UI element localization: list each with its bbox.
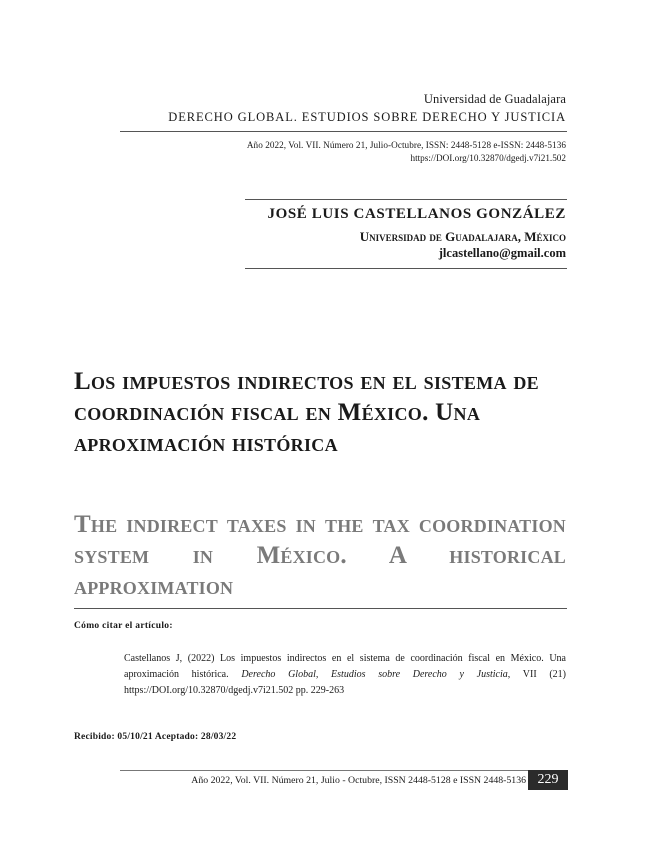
issue-info: Año 2022, Vol. VII. Número 21, Julio-Octubre, ISSN: 2448-5128 e-ISSN: 2448-5136 xyxy=(246,140,566,150)
author-email[interactable]: jlcastellano@gmail.com xyxy=(438,246,566,260)
citation-journal: Derecho Global, Estudios sobre Derecho y Justicia xyxy=(241,669,508,680)
header-rule xyxy=(120,131,567,132)
page-number: 229 xyxy=(528,770,568,790)
title-english: The indirect taxes in the tax coordination system in México. A historical approximation xyxy=(74,511,566,600)
citation-rule xyxy=(74,608,567,609)
citation-part-1: Castellanos J, (2022) Los impuestos indirectos en el sistema de coordinación fiscal en México. Una aproximación histórica. xyxy=(124,653,566,680)
doi-line[interactable]: https://DOI.org/10.32870/dgedj.v7i21.502 xyxy=(410,153,566,163)
journal-title: DERECHO GLOBAL. ESTUDIOS SOBRE DERECHO Y JUSTICIA xyxy=(168,110,566,124)
university-name: Universidad de Guadalajara xyxy=(423,92,566,106)
footer-info: Año 2022, Vol. VII. Número 21, Julio - Octubre, ISSN 2448-5128 e ISSN 2448-5136 xyxy=(191,775,526,786)
author-name: JOSÉ LUIS CASTELLANOS GONZÁLEZ xyxy=(267,206,566,222)
author-affiliation: Universidad de Guadalajara, México xyxy=(359,229,566,244)
received-accepted-dates: Recibido: 05/10/21 Aceptado: 28/03/22 xyxy=(74,732,237,742)
title-spanish: Los impuestos indirectos en el sistema de coordinación fiscal en México. Una aproximación histórica xyxy=(74,368,539,457)
citation-label: Cómo citar el artículo: xyxy=(74,621,173,631)
author-bottom-rule xyxy=(245,268,567,269)
author-top-rule xyxy=(245,199,567,200)
footer-rule xyxy=(120,770,528,771)
citation-part-2: , VII (21) https://DOI.org/10.32870/dgedj.v7i21.502 pp. 229-263 xyxy=(124,669,567,696)
citation-text xyxy=(124,651,566,699)
